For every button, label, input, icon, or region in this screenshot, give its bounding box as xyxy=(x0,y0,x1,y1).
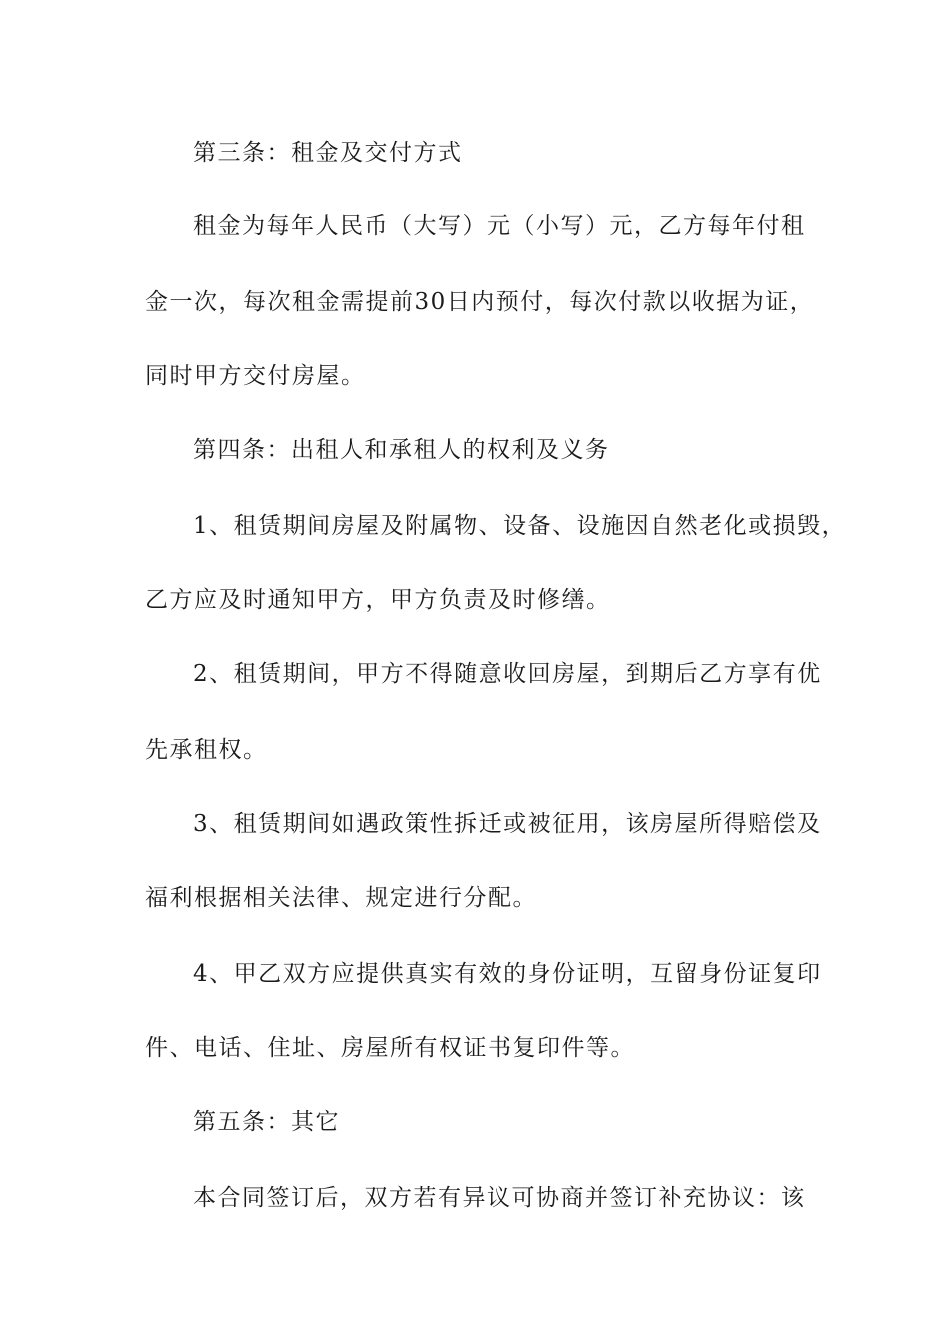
paragraph-line: 件、电话、住址、房屋所有权证书复印件等。 xyxy=(145,1035,635,1061)
paragraph-line: 3、租赁期间如遇政策性拆迁或被征用，该房屋所得赔偿及 xyxy=(193,811,822,837)
paragraph-line: 同时甲方交付房屋。 xyxy=(145,363,366,389)
paragraph-line: 乙方应及时通知甲方，甲方负责及时修缮。 xyxy=(145,587,611,613)
paragraph-line: 福利根据相关法律、规定进行分配。 xyxy=(145,885,537,911)
paragraph-line: 1、租赁期间房屋及附属物、设备、设施因自然老化或损毁， xyxy=(193,513,847,539)
article-4-heading: 第四条：出租人和承租人的权利及义务 xyxy=(193,437,610,463)
paragraph-line: 4、甲乙双方应提供真实有效的身份证明，互留身份证复印 xyxy=(193,961,822,987)
article-5-heading: 第五条：其它 xyxy=(193,1109,340,1135)
paragraph-line: 先承租权。 xyxy=(145,737,268,763)
article-3-heading: 第三条：租金及交付方式 xyxy=(193,140,463,166)
paragraph-line: 2、租赁期间，甲方不得随意收回房屋，到期后乙方享有优 xyxy=(193,661,822,687)
paragraph-line: 租金为每年人民币（大写）元（小写）元，乙方每年付租 xyxy=(193,213,806,239)
paragraph-line: 金一次，每次租金需提前30日内预付，每次付款以收据为证， xyxy=(145,289,815,315)
paragraph-line: 本合同签订后，双方若有异议可协商并签订补充协议：该 xyxy=(193,1185,806,1211)
